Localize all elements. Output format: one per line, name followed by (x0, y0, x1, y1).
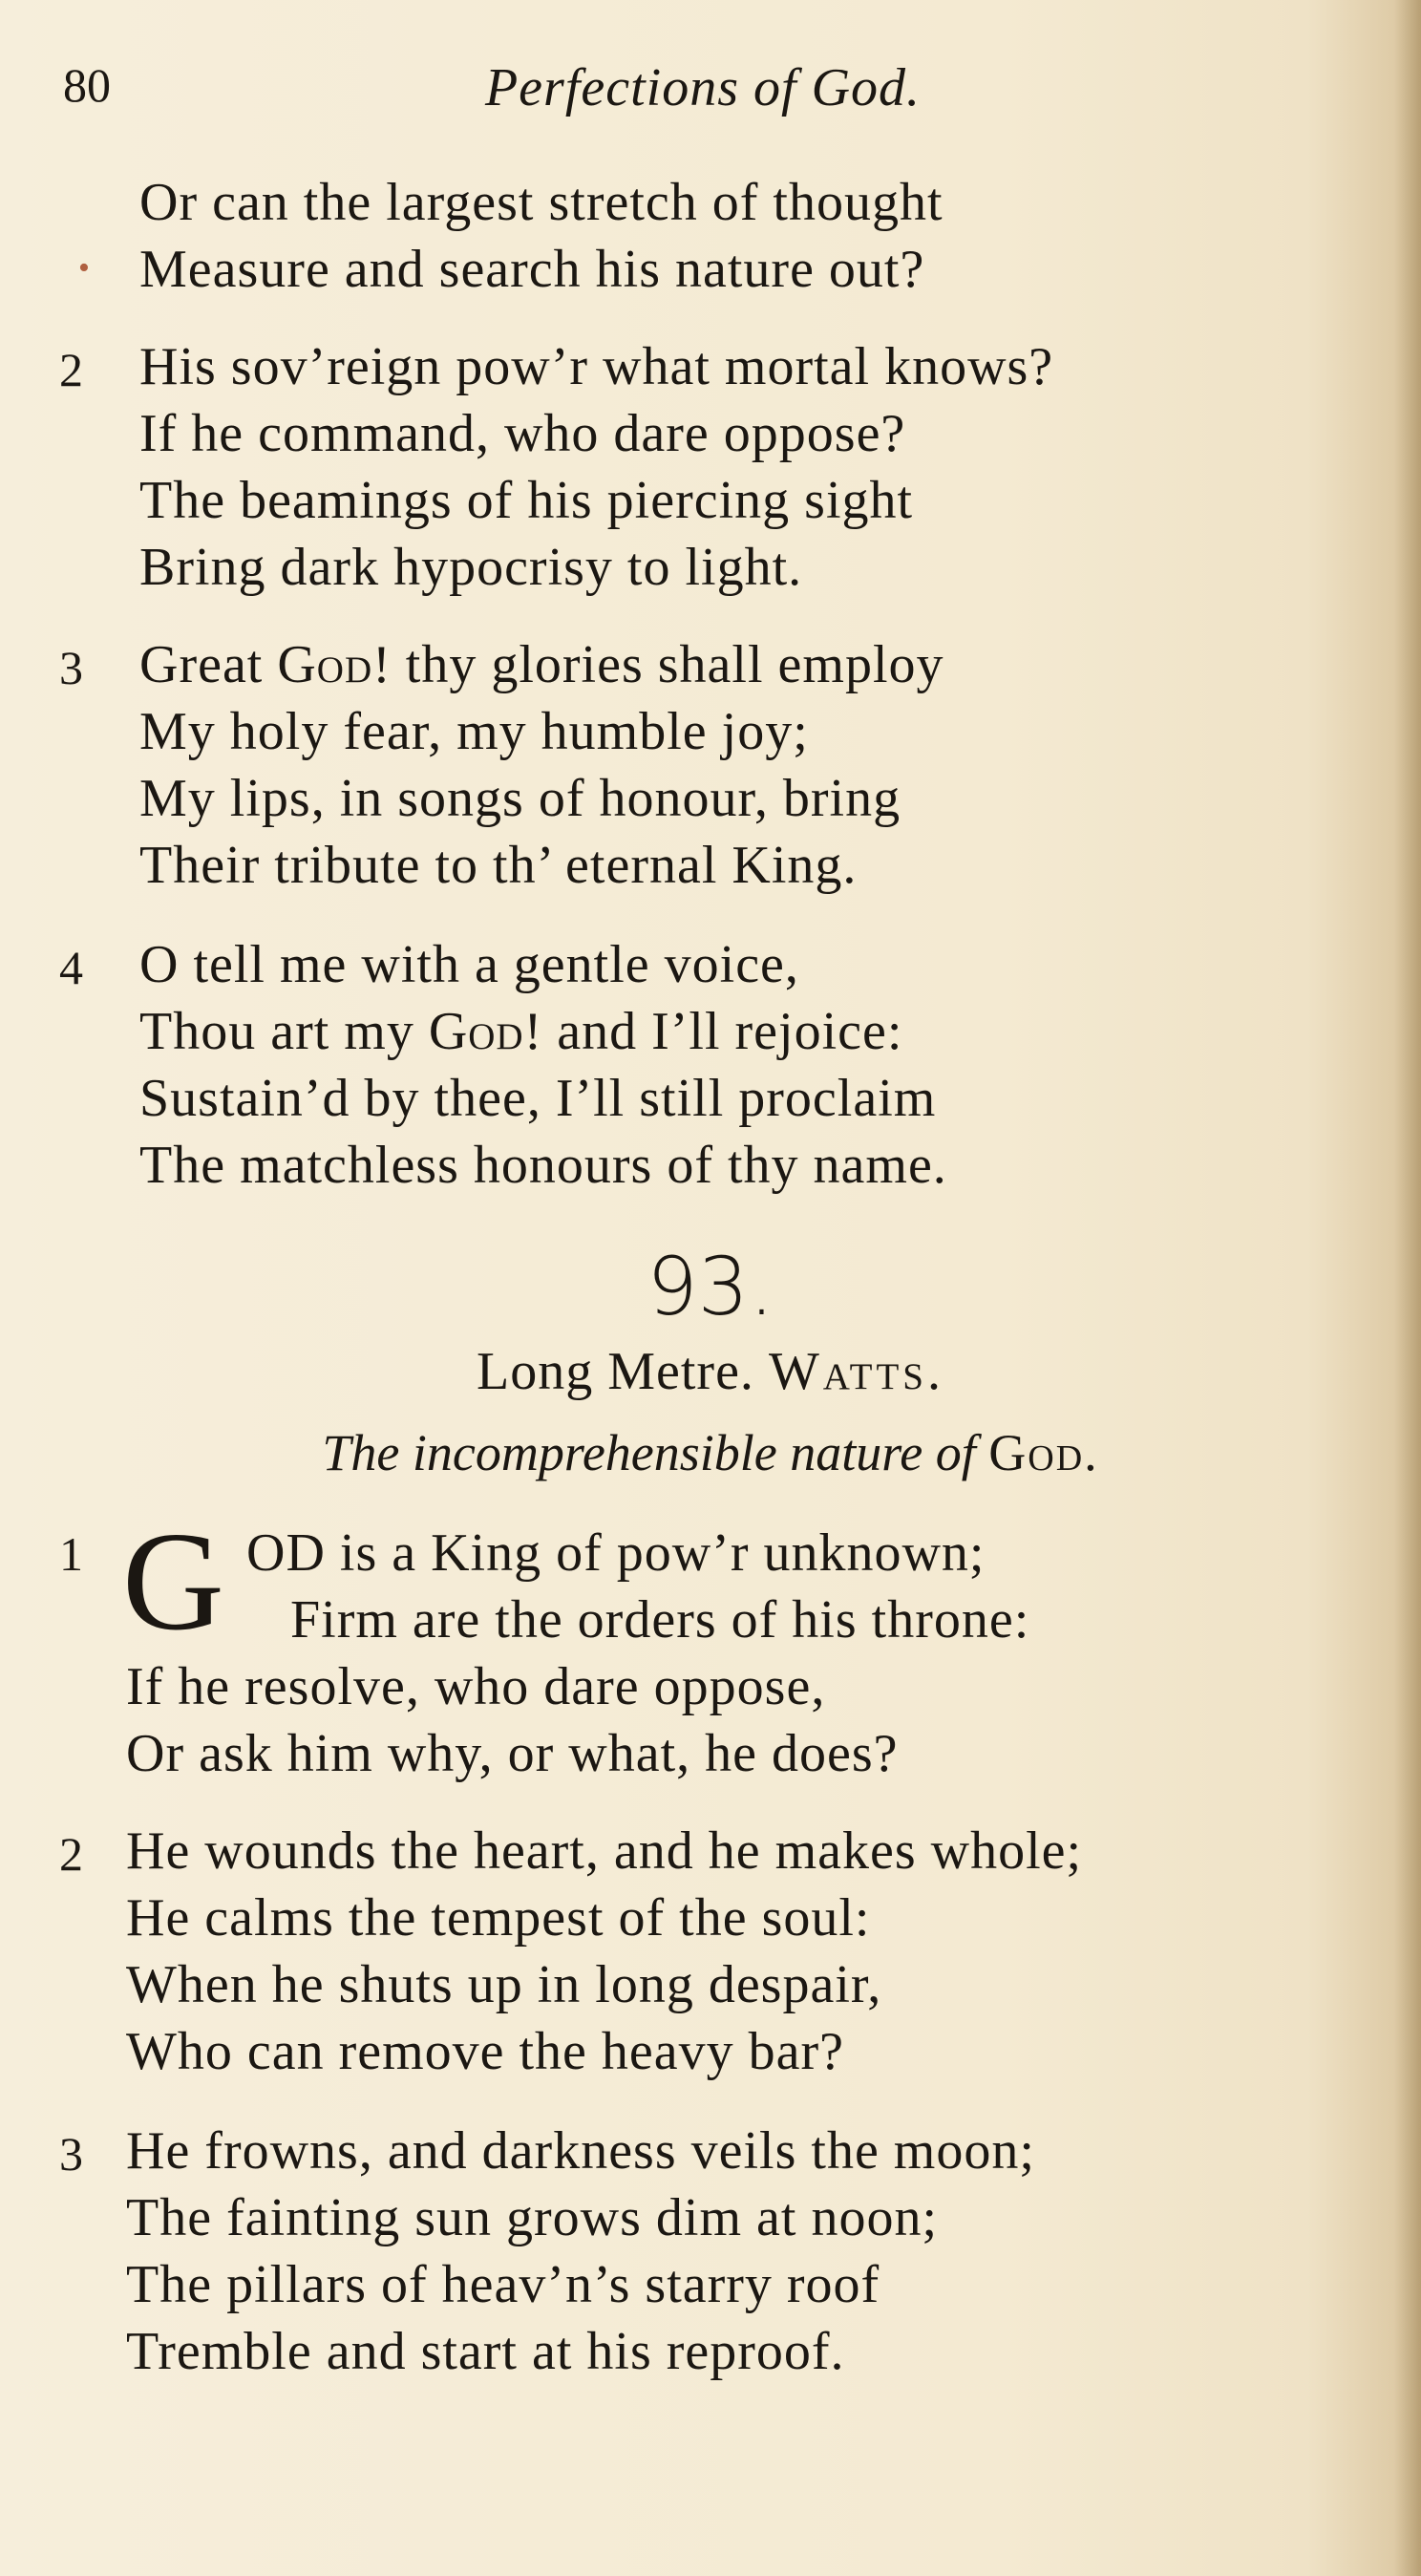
verse-line: O tell me with a gentle voice, (139, 935, 799, 994)
verse-line: Firm are the orders of his throne: (290, 1590, 1030, 1650)
drop-cap: G (122, 1503, 224, 1660)
verse-line: My holy fear, my humble joy; (139, 702, 809, 761)
verse-line: He wounds the heart, and he makes whole; (126, 1821, 1083, 1881)
stanza-number: 2 (59, 343, 83, 396)
meter-heading (0, 1341, 1421, 1402)
hymn-subtitle: The incomprehensible nature of God. (322, 1424, 1099, 1481)
verse-line: Tremble and start at his reproof. (126, 2322, 845, 2381)
verse-line: Great God! thy glories shall employ (139, 635, 944, 694)
verse-line: Sustain’d by thee, I’ll still proclaim (139, 1069, 937, 1128)
bullet-mark-icon: • (78, 250, 90, 286)
verse-line: Their tribute to th’ eternal King. (139, 836, 858, 895)
verse-line: He calms the tempest of the soul: (126, 1888, 871, 1948)
verse-line: The fainting sun grows dim at noon; (126, 2188, 939, 2247)
author-name: Watts. (768, 1342, 944, 1401)
verse-line: OD is a King of pow’r unknown; (246, 1523, 986, 1583)
verse-line: Bring dark hypocrisy to light. (139, 538, 803, 597)
hymn-number: 93. (647, 1240, 774, 1333)
running-title: Perfections of God. (484, 58, 922, 117)
stanza-number: 3 (59, 2127, 83, 2181)
page-number: 80 (63, 58, 111, 112)
verse-line: Or ask him why, or what, he does? (126, 1724, 899, 1783)
verse-line: If he resolve, who dare oppose, (126, 1657, 826, 1716)
stanza-number: 2 (59, 1827, 83, 1881)
verse-line: If he command, who dare oppose? (139, 404, 906, 463)
verse-line: The matchless honours of thy name. (139, 1136, 947, 1195)
verse-line: He frowns, and darkness veils the moon; (126, 2121, 1035, 2181)
stanza-number: 1 (59, 1527, 83, 1581)
verse-line: Measure and search his nature out? (139, 240, 925, 299)
verse-line: Thou art my God! and I’ll rejoice: (139, 1002, 903, 1061)
verse-line: My lips, in songs of honour, bring (139, 769, 901, 828)
verse-line: The beamings of his piercing sight (139, 471, 914, 530)
page-header (63, 57, 1343, 124)
verse-line: Or can the largest stretch of thought (139, 173, 944, 232)
verse-line: Who can remove the heavy bar? (126, 2022, 844, 2081)
verse-line: His sov’reign pow’r what mortal knows? (139, 337, 1054, 396)
meter-label: Long Metre. (477, 1342, 754, 1401)
verse-line: The pillars of heav’n’s starry roof (126, 2255, 880, 2314)
stanza-number: 3 (59, 641, 83, 694)
stanza-number: 4 (59, 941, 83, 994)
verse-line: When he shuts up in long despair, (126, 1955, 882, 2014)
